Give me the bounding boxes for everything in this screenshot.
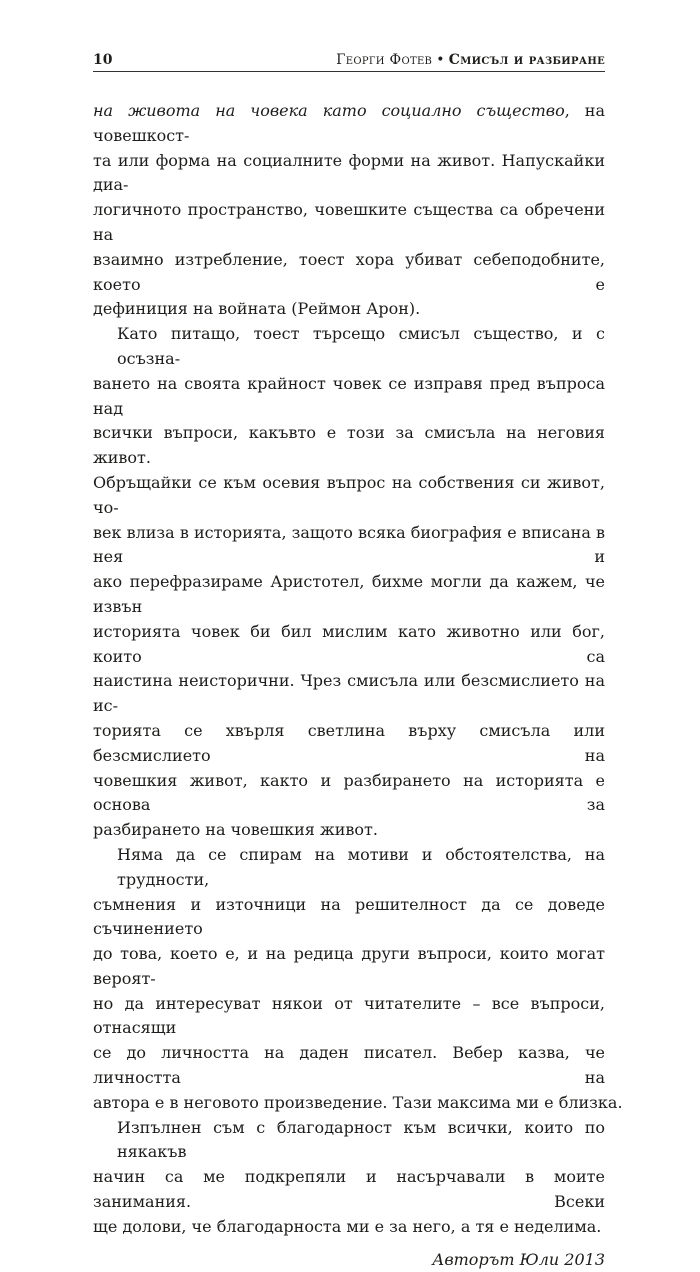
text-line [93,198,605,248]
book-title: Смисъл и разбиране [448,52,605,68]
text-line [93,421,605,471]
line-text: начин са ме подкрепяли и насърчавали в моите занимания. Всеки [93,1167,605,1212]
book-author: Георги Фотев [336,52,433,68]
paragraph [93,99,605,322]
text-line [93,1116,605,1166]
line-text: Няма да се спирам на мотиви и обстоятелства, на трудности, [117,844,605,889]
text-line [93,843,605,893]
line-text: разбирането на човешкия живот. [93,820,378,840]
text-line [93,149,605,199]
text-line [93,322,605,372]
emphasis-text: на живота на човека като социално същество [93,101,565,120]
text-line [93,297,605,322]
line-text: се до личността на даден писател. Вебер казва, че личността на [93,1043,605,1088]
line-text: Обръщайки се към осевия въпрос на собствения си живот, чо- [93,472,605,517]
line-text: торията се хвърля светлина върху смисъла или безсмислието на [93,720,605,765]
line-text: век влиза в историята, защото всяка биография е вписана в нея и [93,522,605,567]
line-text: съмнения и източници на решителност да се доведе съчинението [93,894,605,939]
text-line [93,942,605,992]
paragraph [93,1116,605,1240]
line-text: всички въпроси, какъвто е този за смисъла на неговия живот. [93,423,605,468]
text-line [93,1091,623,1116]
text-line [93,99,605,149]
header-separator: • [436,52,445,68]
paragraph [93,322,605,843]
line-text: историята човек би бил мислим като животно или бог, които са [93,621,605,666]
text-line [93,992,605,1042]
line-text: Изпълнен съм с благодарност към всички, които по някакъв [117,1117,605,1162]
line-text: Като питащо, тоест търсещо смисъл същество, и с осъзна- [117,324,605,368]
page-number: 10 [93,52,113,68]
line-text: автора е в неговото произведение. Тази максима ми е близка. [93,1092,623,1112]
running-header [93,44,605,72]
text-line [93,372,605,422]
running-head [336,52,605,68]
line-text: логичното пространство, човешките същества са обречени на [93,200,605,244]
body-text [93,99,623,1272]
text-line [93,1165,605,1215]
text-line [93,818,605,843]
line-text: взаимно изтребление, тоест хора убиват себеподобните, което е [93,249,605,294]
text-line [93,570,605,620]
text-line [93,521,605,571]
text-line [93,1041,605,1091]
text-line [93,620,605,670]
text-line [93,1215,605,1240]
line-text: дефиниция на войната (Реймон Арон). [93,299,421,319]
line-text: човешкия живот, както и разбирането на историята е основа за [93,770,605,815]
text-line [93,769,605,819]
line-text: , на човешкост- [93,101,606,145]
text-line [93,719,605,769]
text-line [93,248,605,298]
line-text: но да интересуват някои от читателите – все въпроси, отнасящи [93,993,605,1038]
line-text: ването на своята крайност човек се изправя пред въпроса над [93,373,605,418]
author-signature: Авторът Юли 2013 [432,1249,605,1269]
line-text: ако перефразираме Аристотел, бихме могли да кажем, че извън [93,572,605,616]
line-text: до това, което е, и на редица други въпроси, които могат вероят- [93,944,605,988]
line-text: ще долови, че благодарноста ми е за него, а тя е неделима. [93,1216,602,1236]
line-text: та или форма на социалните форми на живот. Напускайки диа- [93,150,605,195]
text-line [93,893,605,943]
text-line [93,471,605,521]
line-text: наистина неисторични. Чрез смисъла или безсмислието на ис- [93,671,605,716]
text-line [93,669,605,719]
